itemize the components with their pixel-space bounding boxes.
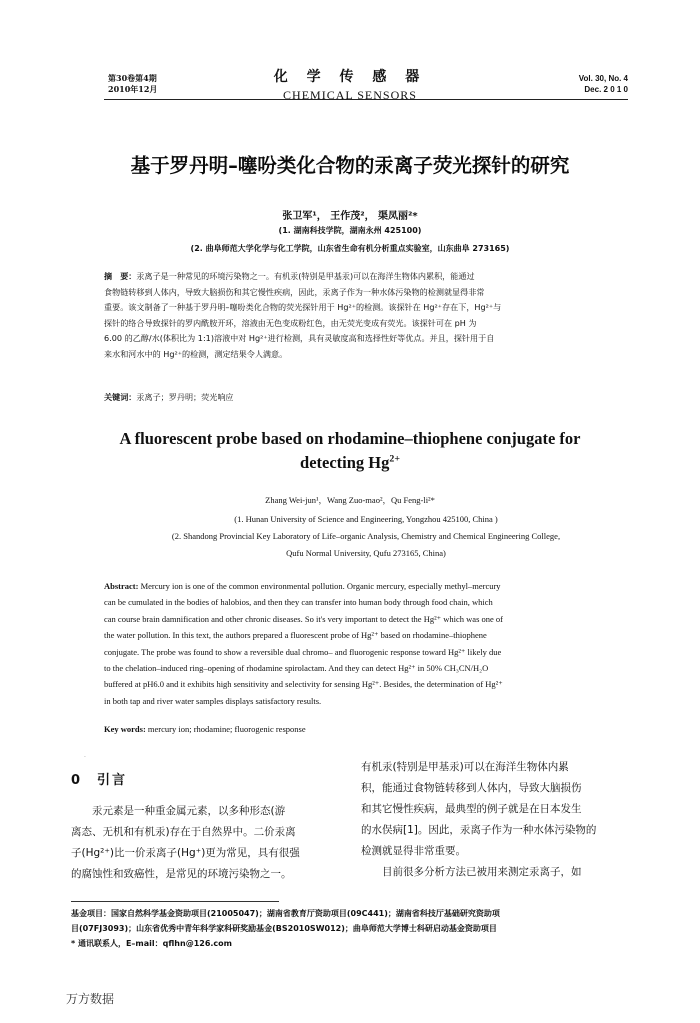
body-line: 的腐蚀性和致癌性，是常见的环境污染物之一。 xyxy=(71,868,292,880)
journal-name-en: CHEMICAL SENSORS xyxy=(283,88,417,102)
body-column-right xyxy=(361,757,633,883)
keywords-cn xyxy=(104,392,234,403)
affiliation-en-3: Qufu Normal University, Qufu 273165, China) xyxy=(286,548,446,558)
abstract-cn-line: 6.00 的乙醇/水(体积比为 1:1)溶液中对 Hg²⁺进行检测，具有灵敏度高和选择性好等优点。并且，探针用于自 xyxy=(104,333,495,343)
abstract-en-line: buffered at pH6.0 and it exhibits high sensitivity and selectivity for sensing Hg²⁺. Besides, the determination of Hg²⁺ xyxy=(104,679,503,690)
authors-cn: 张卫军¹， 王作茂²， 渠凤丽²* xyxy=(282,211,418,222)
abstract-en-line: can be cumulated in the bodies of halobios, and then they can transfer into human body through food chain, which xyxy=(104,597,493,608)
footnote-funding-2: 目(07FJ3093)；山东省优秀中青年科学家科研奖励基金(BS2010SW012)；曲阜师范大学博士科研启动基金资助项目 xyxy=(71,924,497,933)
authors-en: Zhang Wei-jun¹，Wang Zuo-mao²，Qu Feng-li²* xyxy=(265,495,435,505)
date-cn: 2010年12月 xyxy=(108,84,158,94)
keywords-en xyxy=(104,724,306,734)
abstract-cn-label: 摘 要： xyxy=(104,271,137,281)
body-line: 子(Hg²⁺)比一价汞离子(Hg⁺)更为常见，具有很强 xyxy=(71,847,300,859)
abstract-cn xyxy=(104,269,628,362)
keywords-cn-label: 关键词： xyxy=(104,392,137,402)
section-heading-introduction: 0 引言 xyxy=(71,773,128,788)
paper-title-en-line2: detecting $Hg^{2+}$ xyxy=(300,453,400,472)
footnote-funding-1: 基金项目：国家自然科学基金资助项目(21005047)；湖南省教育厅资助项目(09C441)；湖南省科技厅基础研究资助项 xyxy=(71,909,500,918)
abstract-cn-line: 食物链转移到人体内，导致大脑损伤和其它慢性疾病，因此，汞离子作为一种水体污染物的检测就显得非常 xyxy=(104,286,485,297)
affiliation-cn-2: (2. 曲阜师范大学化学与化工学院，山东省生命有机分析重点实验室，山东曲阜 273165) xyxy=(190,244,510,253)
paper-title-en xyxy=(80,427,620,475)
volume-en: Vol. 30, No. 4 xyxy=(578,74,628,83)
date-en: Dec. 2 0 1 0 xyxy=(584,85,628,94)
paper-title-cn: 基于罗丹明–噻吩类化合物的汞离子荧光探针的研究 xyxy=(130,154,570,177)
abstract-en-line: to the chelation–induced ring–opening of rhodamine spirolactam. And they can detect Hg²⁺ in 50% CH₃CN/H₂O xyxy=(104,663,489,674)
header-volume-en xyxy=(579,73,628,95)
body-line: 有机汞(特别是甲基汞)可以在海洋生物体内累 xyxy=(361,761,569,773)
header-divider xyxy=(104,99,628,100)
affiliation-cn-1: (1. 湖南科技学院，湖南永州 425100) xyxy=(278,226,422,235)
abstract-en-line: the water pollution. In this text, the authors prepared a fluorescent probe of Hg²⁺ based on rhodamine–thiophene xyxy=(104,630,487,641)
abstract-cn-line: 重要。该文制备了一种基于罗丹明–噻吩类化合物的荧光探针用于 Hg²⁺的检测。该探针在 Hg²⁺存在下，Hg²⁺与 xyxy=(104,302,502,312)
keywords-cn-text: 汞离子；罗丹明；荧光响应 xyxy=(136,392,234,402)
body-line: 的水俣病[1]。因此，汞离子作为一种水体污染物的 xyxy=(361,824,597,836)
footnote-contact: * 通讯联系人，E–mail：qflhn@126.com xyxy=(71,939,233,948)
volume-cn: 第30卷第4期 xyxy=(108,73,157,83)
keywords-en-label: Key words: xyxy=(104,724,146,734)
keywords-en-text: mercury ion; rhodamine; fluorogenic response xyxy=(147,724,306,734)
watermark: 万方数据 xyxy=(66,992,115,1006)
body-line: 积，能通过食物链转移到人体内，导致大脑损伤 xyxy=(361,782,582,794)
body-line: 和其它慢性疾病，最典型的例子就是在日本发生 xyxy=(361,803,582,815)
abstract-en-line: conjugate. The probe was found to show a reversible dual chromo– and fluorogenic response toward Hg²⁺ likely due xyxy=(104,646,502,657)
abstract-en-line: can course brain damnification and other chronic diseases. So it's very important to detect the Hg²⁺ which was one of xyxy=(104,613,503,624)
body-line: 离态、无机和有机汞)存在于自然界中。二价汞离 xyxy=(71,826,296,838)
abstract-en-label: Abstract: xyxy=(104,581,139,591)
footnotes xyxy=(71,906,631,951)
affiliation-en-2: (2. Shandong Provincial Key Laboratory of Life–organic Analysis, Chemistry and Chemical Engineering College, xyxy=(171,531,561,541)
affiliation-en-1: (1. Hunan University of Science and Engineering, Yongzhou 425100, China ) xyxy=(234,514,498,524)
body-line: 汞元素是一种重金属元素，以多种形态(游 xyxy=(92,805,286,817)
footnote-divider xyxy=(71,901,279,902)
body-line: 检测就显得非常重要。 xyxy=(361,845,466,857)
abstract-cn-line: 摘 要：汞离子是一种常见的环境污染物之一。有机汞(特别是甲基汞)可以在海洋生物体内累积，能通过 xyxy=(104,271,475,281)
body-line: 目前很多分析方法已被用来测定汞离子，如 xyxy=(382,866,582,878)
abstract-en-line: in both tap and river water samples displays satisfactory results. xyxy=(104,695,322,706)
paper-title-en-line1: A fluorescent probe based on rhodamine–thiophene conjugate for xyxy=(119,429,581,448)
journal-name-cn: 化 学 传 感 器 xyxy=(273,69,427,85)
abstract-cn-line: 探针的络合导致探针的罗内酰胺开环，溶液由无色变成粉红色，由无荧光变成有荧光。该探针可在 pH 为 xyxy=(104,317,477,328)
body-column-left xyxy=(71,801,343,885)
abstract-en-line: Abstract: Mercury ion is one of the common environmental pollution. Organic mercury, especially methyl–mercury xyxy=(104,581,501,591)
margin-mark: . xyxy=(84,752,86,759)
abstract-cn-line: 来水和河水中的 Hg²⁺的检测，测定结果令人满意。 xyxy=(104,348,288,359)
abstract-en xyxy=(104,578,628,709)
